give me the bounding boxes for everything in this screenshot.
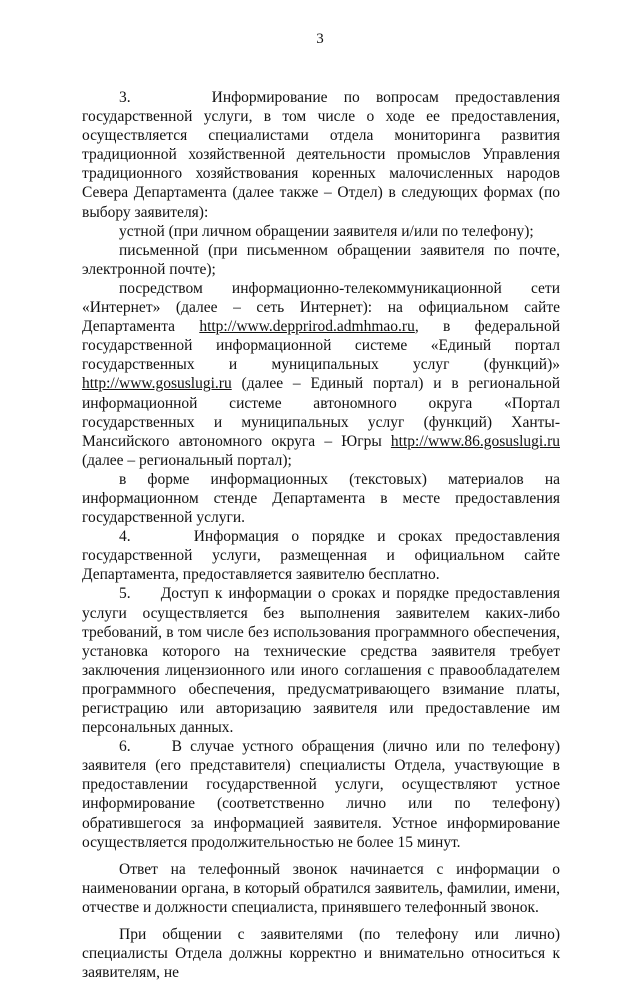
paragraph-item-5: 5. Доступ к информации о сроках и порядке предоставления услуги осуществляется без выполнения заявителем каких-либо требований, в том числе без использования программного обеспечения, установка которого на технические средства заявителя требует заключения лицензионного или иного соглашения с правообладателем программного обеспечения, предусматривающего взимание платы, регистрацию или авторизацию заявителя или предоставление им персональных данных. bbox=[82, 585, 560, 737]
link-86-gosuslugi[interactable]: http://www.86.gosuslugi.ru bbox=[390, 432, 560, 450]
paragraph-stand-form: в форме информационных (текстовых) материалов на информационном стенде Департамента в месте предоставления государственной услуги. bbox=[82, 470, 560, 527]
paragraph-item-6: 6. В случае устного обращения (лично или по телефону) заявителя (его представителя) специалисты Отдела, участвующие в предоставлении государственной услуги, осуществляют устное информирование (соответственно лично или по телефону) обратившегося за информацией заявителя. Устное информирование осуществляется продолжительностью не более 15 минут. bbox=[82, 738, 560, 851]
link-depprirod[interactable]: http://www.depprirod.admhmao.ru bbox=[199, 318, 415, 336]
paragraph-item-3: 3. Информирование по вопросам предоставления государственной услуги, в том числе о ходе ее предоставления, осуществляется специалистами отдела мониторинга развития традиционной хозяйственной деятельности промыслов Управления традиционного хозяйствования коренных малочисленных народов Севера Департамента (далее также – Отдел) в следующих формах (по выбору заявителя): bbox=[82, 89, 560, 221]
internet-text-3: (далее – Единый портал) и в региональной информационной системе автономного округа «Портал государственных и муниципальных услуг (функций) Ханты-Мансийского автономного округа – Югры bbox=[82, 375, 560, 450]
paragraph-item-4: 4. Информация о порядке и сроках предоставления государственной услуги, размещенная и официальном сайте Департамента, предоставляется заявителю бесплатно. bbox=[82, 528, 560, 584]
link-gosuslugi[interactable]: http://www.gosuslugi.ru bbox=[82, 375, 232, 393]
internet-text-1: посредством информационно-телекоммуникационной сети «Интернет» (далее – сеть Интернет): на официальном сайте Департамента bbox=[82, 279, 560, 336]
paragraph-internet-form bbox=[82, 279, 560, 470]
paragraph-written-form: письменной (при письменном обращении заявителя по почте, электронной почте); bbox=[82, 241, 560, 278]
paragraph-oral-form: устной (при личном обращении заявителя и/или по телефону); bbox=[119, 222, 534, 240]
internet-text-4: (далее – региональный портал); bbox=[82, 451, 292, 469]
paragraph-conduct: При общении с заявителями (по телефону или лично) специалисты Отдела должны корректно и внимательно относиться к заявителям, не bbox=[82, 926, 560, 982]
page-number: 3 bbox=[316, 31, 324, 47]
document-body bbox=[82, 88, 560, 982]
internet-text-2: , в федеральной государственной информационной системе «Единый портал государственных и муниципальных услуг (функций)» bbox=[82, 318, 560, 374]
paragraph-phone-answer: Ответ на телефонный звонок начинается с информации о наименовании органа, в который обратился заявитель, фамилии, имени, отчестве и должности специалиста, принявшего телефонный звонок. bbox=[82, 860, 560, 916]
